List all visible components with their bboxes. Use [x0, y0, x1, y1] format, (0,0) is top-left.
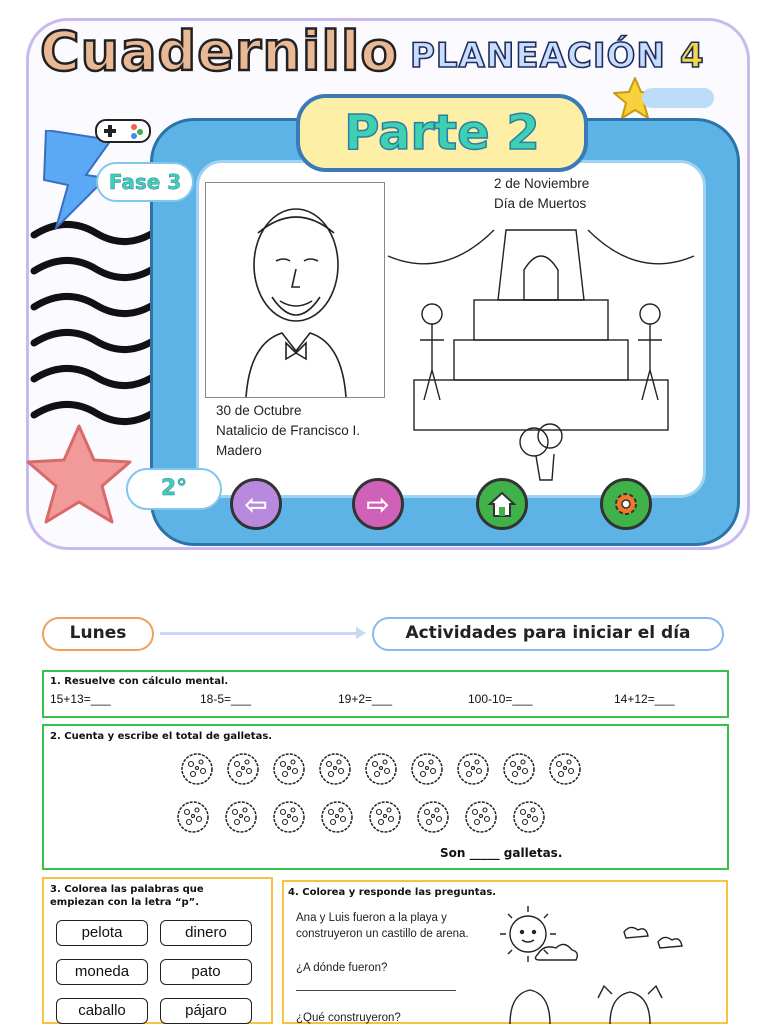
header-arrow-line: [160, 632, 360, 635]
header-arrow-head: [356, 627, 366, 639]
q1-op-1: 15+13=___: [50, 692, 111, 706]
arrow-left-icon: ⇦: [244, 487, 268, 521]
cookie-icon: [456, 752, 490, 786]
word-pelota[interactable]: pelota: [56, 920, 148, 946]
prev-button[interactable]: [230, 478, 282, 530]
portrait-drawing: [206, 183, 384, 397]
q4-question2: ¿Qué construyeron?: [296, 1012, 401, 1024]
caption-madero-line2: Natalicio de Francisco I.: [216, 423, 361, 438]
plan-title: PLANEACIÓN: [410, 36, 666, 76]
arrow-right-icon: ⇨: [366, 487, 390, 521]
cookie-icon: [416, 800, 450, 834]
settings-button[interactable]: [600, 478, 652, 530]
cookie-icon: [176, 800, 210, 834]
q2-box: [42, 724, 729, 870]
cookie-icon: [502, 752, 536, 786]
gear-icon: [611, 489, 641, 519]
word-dinero[interactable]: dinero: [160, 920, 252, 946]
q1-op-2: 18-5=___: [200, 692, 252, 706]
phase-label: Fase 3: [108, 170, 182, 194]
day-badge: [42, 617, 154, 651]
q4-title: 4. Colorea y responde las preguntas.: [288, 887, 497, 898]
plan-number: 4: [680, 36, 704, 76]
cookie-icon: [272, 800, 306, 834]
q3-title-line1: 3. Colorea las palabras que: [50, 884, 204, 895]
next-button[interactable]: [352, 478, 404, 530]
grade-label: 2°: [160, 476, 188, 501]
home-icon: [487, 490, 517, 518]
cookie-icon: [364, 752, 398, 786]
q2-title: 2. Cuenta y escribe el total de galletas.: [50, 731, 273, 742]
cookie-icon: [272, 752, 306, 786]
part-badge: [296, 94, 588, 172]
q1-title: 1. Resuelve con cálculo mental.: [50, 676, 229, 687]
q1-op-4: 100-10=___: [468, 692, 533, 706]
gamepad-icon: [94, 116, 152, 146]
caption-madero-line3: Madero: [216, 443, 262, 458]
grade-badge: [126, 468, 222, 510]
madero-portrait: [205, 182, 385, 398]
altar-illustration: [384, 210, 698, 490]
cookie-icon: [410, 752, 444, 786]
caption-muertos-title: Día de Muertos: [494, 196, 587, 211]
q4-text-line1: Ana y Luis fueron a la playa y: [296, 912, 447, 924]
cookie-icon: [224, 800, 258, 834]
activities-header: [372, 617, 724, 651]
cookie-icon: [180, 752, 214, 786]
caption-madero-date: 30 de Octubre: [216, 403, 302, 418]
word-moneda[interactable]: moneda: [56, 959, 148, 985]
cookie-icon: [226, 752, 260, 786]
q1-op-5: 14+12=___: [614, 692, 675, 706]
q1-op-3: 19+2=___: [338, 692, 393, 706]
word-pato[interactable]: pato: [160, 959, 252, 985]
beach-illustration: [480, 898, 720, 1024]
activities-title: Actividades para iniciar el día: [405, 623, 691, 643]
star-icon: [24, 420, 134, 530]
day-label: Lunes: [69, 623, 127, 643]
part-label: Parte 2: [344, 105, 540, 161]
word-pajaro[interactable]: pájaro: [160, 998, 252, 1024]
cookie-icon: [548, 752, 582, 786]
plan-bar-decoration: [642, 88, 714, 108]
cookie-icon: [320, 800, 354, 834]
word-caballo[interactable]: caballo: [56, 998, 148, 1024]
q4-text-line2: construyeron un castillo de arena.: [296, 928, 469, 940]
cookie-icon: [464, 800, 498, 834]
cookie-icon: [512, 800, 546, 834]
logo-title: Cuadernillo: [40, 20, 399, 83]
q4-question1: ¿A dónde fueron?: [296, 962, 388, 974]
home-button[interactable]: [476, 478, 528, 530]
caption-muertos-date: 2 de Noviembre: [494, 176, 590, 191]
q3-title-line2: empiezan con la letra “p”.: [50, 897, 200, 908]
cookie-icon: [318, 752, 352, 786]
phase-badge: [96, 162, 194, 202]
cookie-icon: [368, 800, 402, 834]
q2-answer: Son _____ galletas.: [440, 846, 563, 860]
wavy-lines-decoration: [26, 215, 156, 445]
q4-answer-line-1[interactable]: [296, 990, 456, 991]
